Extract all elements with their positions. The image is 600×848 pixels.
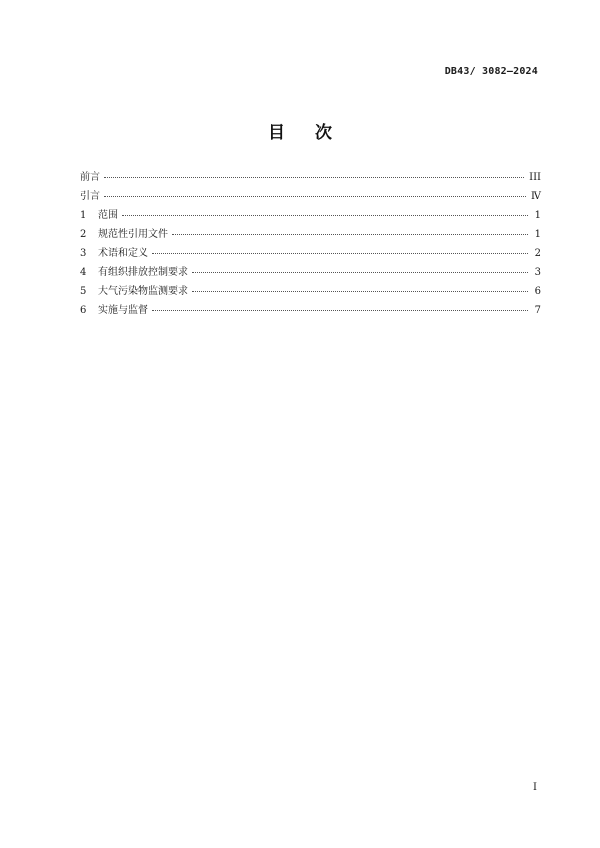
toc-title	[0, 118, 600, 143]
toc-entry-number: 1	[80, 210, 87, 221]
dot-leader	[192, 281, 528, 292]
toc-entry-label: 术语和定义	[98, 248, 148, 259]
toc-entry-terms-definitions[interactable]	[80, 244, 541, 263]
footer-page-number: I	[533, 782, 537, 793]
toc-list	[80, 168, 541, 320]
toc-entry-label: 大气污染物监测要求	[98, 286, 188, 297]
toc-entry-introduction[interactable]	[80, 187, 541, 206]
toc-entry-label: 实施与监督	[98, 305, 148, 316]
toc-entry-label: 范围	[98, 210, 118, 221]
dot-leader	[104, 186, 526, 197]
toc-entry-page: 6	[534, 286, 541, 297]
toc-entry-page: III	[529, 172, 541, 183]
toc-entry-page: Ⅳ	[531, 191, 541, 202]
toc-entry-label: 前言	[80, 172, 100, 183]
toc-entry-normative-references[interactable]	[80, 225, 541, 244]
toc-entry-number: 2	[80, 229, 87, 240]
toc-entry-label: 有组织排放控制要求	[98, 267, 188, 278]
toc-entry-scope[interactable]	[80, 206, 541, 225]
toc-entry-page: 1	[534, 229, 541, 240]
dot-leader	[122, 205, 528, 216]
toc-entry-number: 4	[80, 267, 87, 278]
toc-entry-number: 6	[80, 305, 87, 316]
dot-leader	[192, 262, 528, 273]
toc-title-char: 次	[315, 123, 332, 143]
toc-entry-monitoring[interactable]	[80, 282, 541, 301]
toc-title-char: 目	[268, 123, 285, 143]
document-code: DB43/ 3082—2024	[444, 66, 538, 77]
toc-entry-page: 2	[534, 248, 541, 259]
dot-leader	[104, 167, 524, 178]
toc-entry-foreword[interactable]	[80, 168, 541, 187]
dot-leader	[152, 300, 528, 311]
toc-entry-label: 规范性引用文件	[98, 229, 168, 240]
toc-entry-page: 7	[534, 305, 541, 316]
toc-entry-implementation[interactable]	[80, 301, 541, 320]
toc-entry-label: 引言	[80, 191, 100, 202]
dot-leader	[172, 224, 528, 235]
toc-entry-number: 3	[80, 248, 87, 259]
dot-leader	[152, 243, 528, 254]
toc-entry-number: 5	[80, 286, 87, 297]
toc-entry-page: 1	[534, 210, 541, 221]
toc-entry-emission-control[interactable]	[80, 263, 541, 282]
toc-entry-page: 3	[534, 267, 541, 278]
